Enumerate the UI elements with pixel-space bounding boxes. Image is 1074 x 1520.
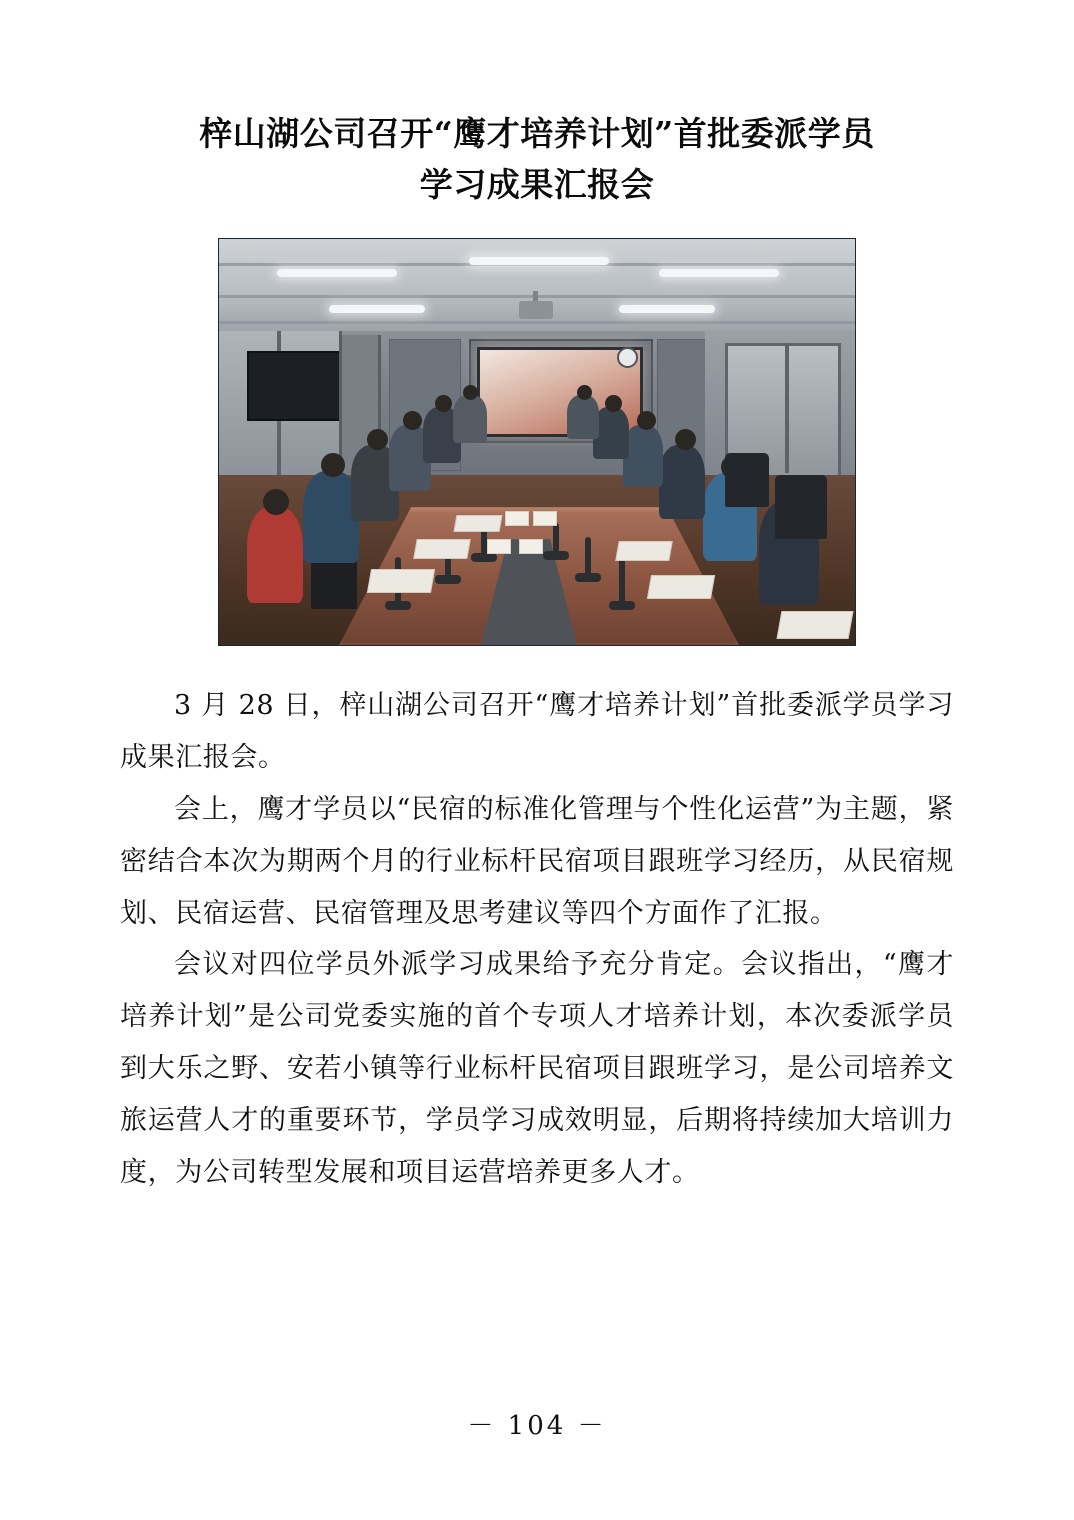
ceiling-light [659,269,779,277]
paper-document [647,575,715,599]
ceiling-line [219,321,855,324]
microphone [619,557,625,603]
microphone-base [385,601,411,610]
microphone [553,523,559,553]
paper-document [615,541,673,561]
ceiling-light [277,269,397,277]
page-title-line-2: 学习成果汇报会 [419,165,655,205]
name-card [519,539,543,554]
page-title [0,0,1074,210]
microphone-base [435,575,461,584]
name-card [533,511,557,526]
microphone-base [471,553,497,562]
microphone [585,537,591,575]
ceiling-light [329,305,425,313]
article-body [0,646,1074,1198]
microphone-base [609,601,635,610]
microphone-base [543,551,569,560]
attendee [453,395,487,443]
chair [775,475,827,539]
attendee [247,507,303,603]
attendee [567,395,599,439]
window-mullion [785,343,789,473]
paper-document [413,539,471,559]
attendee [623,425,663,487]
chair [725,453,769,507]
meeting-photo [218,238,856,646]
paragraph: 3 月 28 日，梓山湖公司召开“鹰才培养计划”首批委派学员学习成果汇报会。 [120,690,954,774]
page-number: － 104 － [467,1411,607,1441]
name-card [487,539,511,554]
ceiling-light [619,305,715,313]
microphone-base [575,573,601,582]
name-card [505,511,529,526]
page-title-line-1: 梓山湖公司召开“鹰才培养计划”首批委派学员 [199,114,875,153]
paper-document [367,569,435,593]
ceiling-light [469,257,609,265]
paragraph: 会上，鹰才学员以“民宿的标准化管理与个性化运营”为主题，紧密结合本次为期两个月的行业标杆民宿项目跟班学习经历，从民宿规划、民宿运营、民宿管理及思考建议等四个方面作了汇报。 [120,793,954,929]
paragraph: 会议对四位学员外派学习成果给予充分肯定。会议指出，“鹰才培养计划”是公司党委实施的首个专项人才培养计划，本次委派学员到大乐之野、安若小镇等行业标杆民宿项目跟班学习，是公司培养文旅运营人才的重要环节，学员学习成效明显，后期将持续加大培训力度，为公司转型发展和项目运营培养更多人才。 [120,949,954,1188]
paper-document [454,515,503,532]
paper-document [777,611,854,639]
projector [519,301,553,319]
wall-monitor [247,351,341,421]
attendee [659,445,705,519]
